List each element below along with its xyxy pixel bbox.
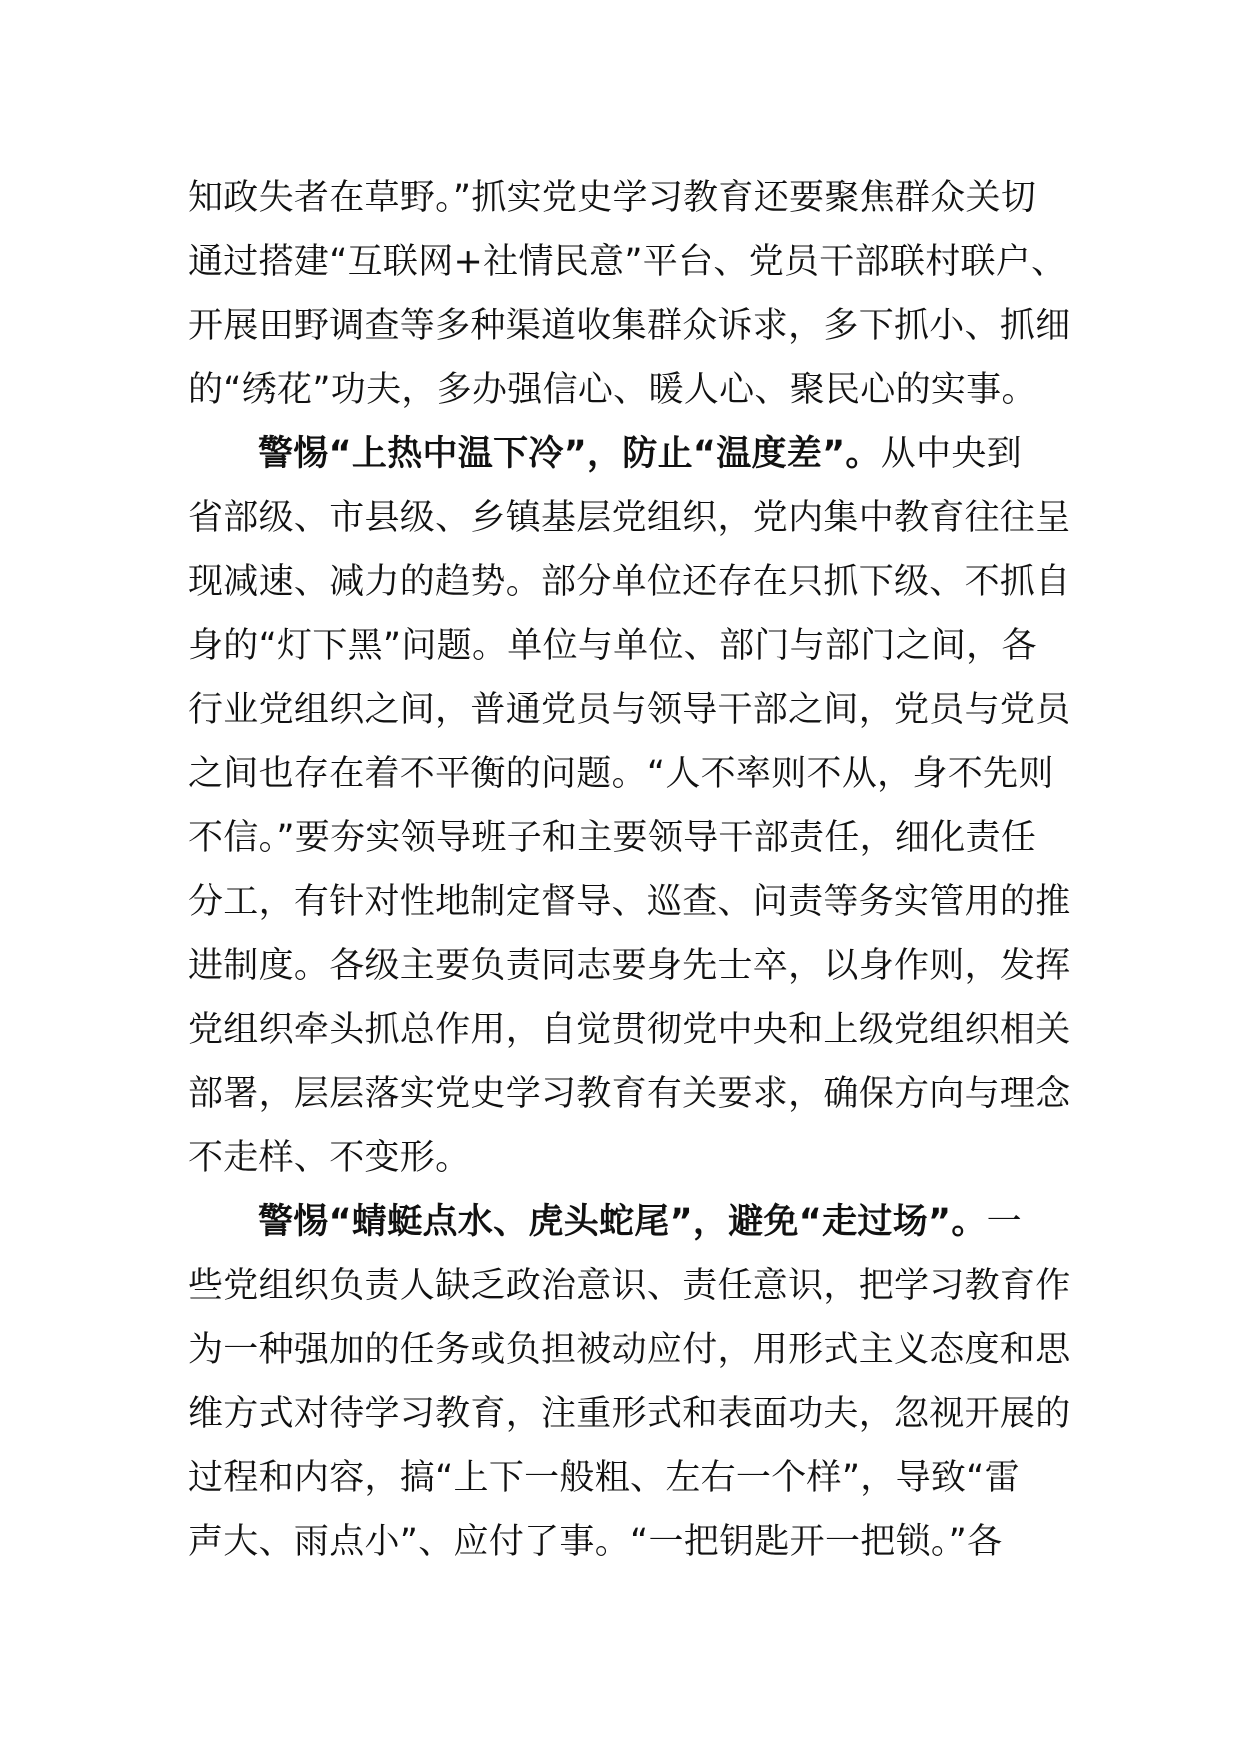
document-page — [188, 166, 1071, 1574]
paragraph-line: 些党组织负责人缺乏政治意识、责任意识，把学习教育作 — [188, 1266, 1071, 1306]
paragraph-line: 进制度。各级主要负责同志要身先士卒，以身作则，发挥 — [188, 946, 1071, 986]
paragraph-text: 一 — [986, 1202, 1022, 1242]
section-heading: 警惕“蜻蜓点水、虎头蛇尾”，避免“走过场”。 — [258, 1202, 987, 1242]
paragraph-1 — [188, 166, 1071, 422]
paragraph-line: 行业党组织之间，普通党员与领导干部之间，党员与党员 — [188, 690, 1071, 730]
paragraph-2 — [188, 422, 1071, 1190]
paragraph-line: 的“绣花”功夫，多办强信心、暖人心、聚民心的实事。 — [188, 370, 1037, 410]
paragraph-3 — [188, 1190, 1071, 1574]
paragraph-line: 不信。”要夯实领导班子和主要领导干部责任，细化责任 — [188, 818, 1037, 858]
paragraph-line: 之间也存在着不平衡的问题。“人不率则不从，身不先则 — [188, 754, 1054, 794]
paragraph-line: 分工，有针对性地制定督导、巡查、问责等务实管用的推 — [188, 882, 1071, 922]
paragraph-line: 不走样、不变形。 — [188, 1138, 471, 1178]
paragraph-first-line — [188, 422, 1054, 486]
paragraph-line: 现减速、减力的趋势。部分单位还存在只抓下级、不抓自 — [188, 562, 1071, 602]
paragraph-line: 身的“灯下黑”问题。单位与单位、部门与部门之间，各 — [188, 626, 1037, 666]
paragraph-line: 声大、雨点小”、应付了事。“一把钥匙开一把锁。”各 — [188, 1522, 1003, 1562]
paragraph-line: 省部级、市县级、乡镇基层党组织，党内集中教育往往呈 — [188, 498, 1071, 538]
section-heading: 警惕“上热中温下冷”，防止“温度差”。 — [258, 434, 881, 474]
paragraph-line: 部署，层层落实党史学习教育有关要求，确保方向与理念 — [188, 1074, 1071, 1114]
paragraph-line: 开展田野调查等多种渠道收集群众诉求，多下抓小、抓细 — [188, 306, 1071, 346]
paragraph-text: 从中央到 — [880, 434, 1022, 474]
paragraph-line: 维方式对待学习教育，注重形式和表面功夫，忽视开展的 — [188, 1394, 1071, 1434]
paragraph-line: 党组织牵头抓总作用，自觉贯彻党中央和上级党组织相关 — [188, 1010, 1071, 1050]
paragraph-line: 为一种强加的任务或负担被动应付，用形式主义态度和思 — [188, 1330, 1071, 1370]
paragraph-line: 通过搭建“互联网+社情民意”平台、党员干部联村联户、 — [188, 242, 1067, 282]
paragraph-line: 知政失者在草野。”抓实党史学习教育还要聚焦群众关切 — [188, 178, 1037, 218]
paragraph-first-line — [188, 1190, 1054, 1254]
paragraph-line: 过程和内容，搞“上下一般粗、左右一个样”，导致“雷 — [188, 1458, 1020, 1498]
